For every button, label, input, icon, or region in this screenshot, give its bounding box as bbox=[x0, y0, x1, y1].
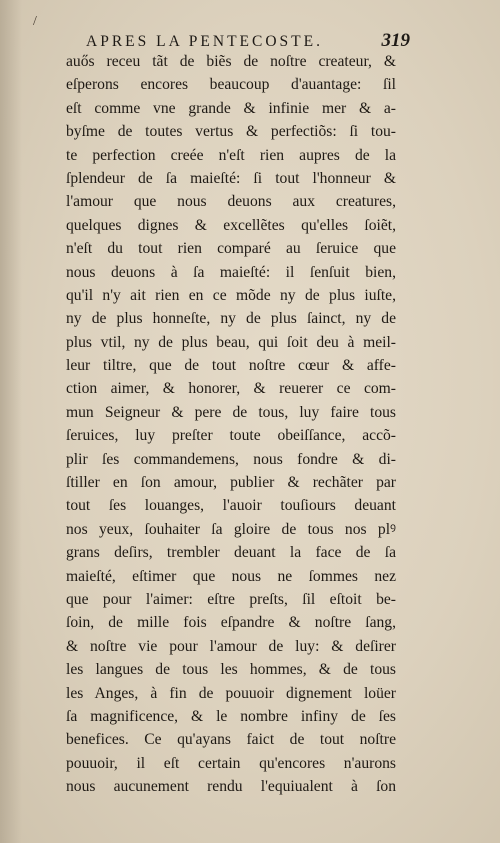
text-line: plir ſes commandemens, nous fondre & di- bbox=[66, 450, 396, 468]
text-line: l'amour que nous deuons aux creatures, bbox=[66, 193, 396, 211]
text-line: benefices. Ce qu'ayans faict de tout noſtre bbox=[66, 731, 396, 749]
text-line: quelques dignes & excellẽtes qu'elles ſoiẽt, bbox=[66, 216, 396, 234]
text-line: byſme de toutes vertus & perfectiõs: ſi tou- bbox=[66, 123, 396, 141]
page-gutter-shadow bbox=[0, 0, 22, 843]
text-line: ſplendeur de ſa maieſté: ſi tout l'honneur & bbox=[66, 169, 396, 187]
page-number: 319 bbox=[381, 30, 410, 51]
text-line: plus vtil, ny de plus beau, qui ſoit deu à meil- bbox=[66, 333, 396, 351]
text-line: pouuoir, il eſt certain qu'encores n'aurons bbox=[66, 754, 396, 772]
text-line: n'eſt du tout rien comparé au ſeruice que bbox=[66, 240, 396, 258]
text-line: nous aucunement rendu l'equiualent à ſon bbox=[66, 778, 396, 796]
text-line: les Anges, à fin de pouuoir dignement loüer bbox=[66, 684, 396, 702]
text-line: leur tiltre, que de tout noſtre cœur & affe- bbox=[66, 357, 396, 375]
text-line: que pour l'aimer: eſtre preſts, ſil eſtoit be- bbox=[66, 590, 396, 608]
text-line: & noſtre vie pour l'amour de luy: & deſirer bbox=[66, 637, 396, 655]
text-line: ſeruices, luy preſter toute obeiſſance, accõ- bbox=[66, 427, 396, 445]
corner-mark: / bbox=[33, 14, 37, 29]
text-line: ction aimer, & honorer, & reuerer ce com- bbox=[66, 380, 396, 398]
text-line: eſperons encores beaucoup d'auantage: ſil bbox=[66, 76, 396, 94]
text-line: eſt comme vne grande & infinie mer & a- bbox=[66, 99, 396, 117]
text-line: tout ſes louanges, l'auoir touſiours deuant bbox=[66, 497, 396, 515]
text-line: nos yeux, ſouhaiter ſa gloire de tous nos plꝰ bbox=[66, 520, 396, 538]
text-line: ſa magnificence, & le nombre infiny de ſes bbox=[66, 707, 396, 725]
text-line: ſtiller en ſon amour, publier & rechãter par bbox=[66, 474, 396, 492]
text-line: grans deſirs, trembler deuant la face de ſa bbox=[66, 544, 396, 562]
text-line: nous deuons à ſa maieſté: il ſenſuit bien, bbox=[66, 263, 396, 281]
text-line: qu'il n'y ait rien en ce mõde ny de plus iuſte, bbox=[66, 286, 396, 304]
text-line: auős receu tãt de biẽs de noſtre createur, & bbox=[66, 53, 396, 70]
running-head: APRES LA PENTECOSTE. bbox=[86, 33, 323, 50]
text-line: te perfection creée n'eſt rien aupres de la bbox=[66, 146, 396, 164]
body-text bbox=[66, 50, 396, 799]
text-line: les langues de tous les hommes, & de tous bbox=[66, 661, 396, 679]
text-line: mun Seigneur & pere de tous, luy faire tous bbox=[66, 403, 396, 421]
text-line: ny de plus honneſte, ny de plus ſainct, ny de bbox=[66, 310, 396, 328]
text-line: maieſté, eſtimer que nous ne ſommes nez bbox=[66, 567, 396, 585]
text-line: ſoin, de mille fois eſpandre & noſtre ſang, bbox=[66, 614, 396, 632]
